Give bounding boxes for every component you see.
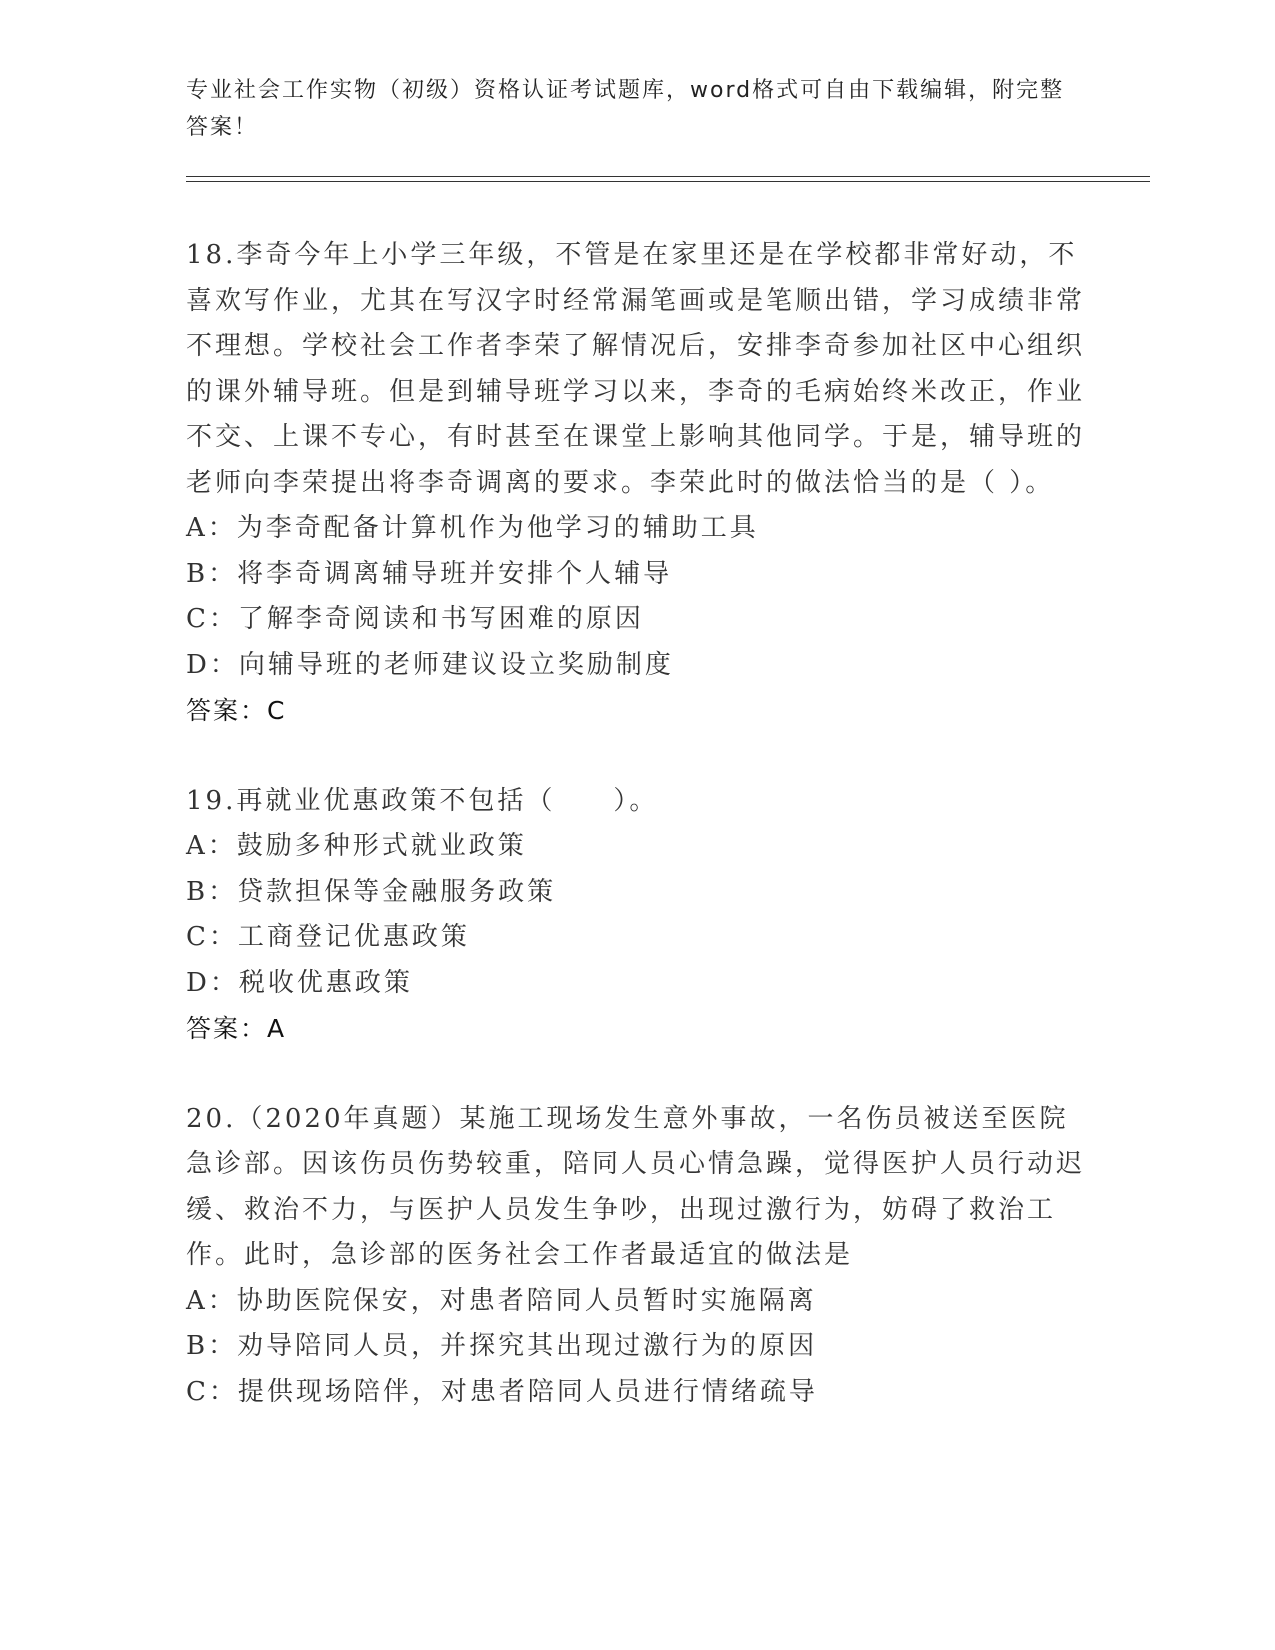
question-text: 18.李奇今年上小学三年级，不管是在家里还是在学校都非常好动，不喜欢写作业，尤其在写汉字时经常漏笔画或是笔顺出错，学习成绩非常不理想。学校社会工作者李荣了解情况后，安排李奇参加社区中心组织的课外辅导班。但是到辅导班学习以来，李奇的毛病始终米改正，作业不交、上课不专心，有时甚至在课堂上影响其他同学。于是，辅导班的老师向李荣提出将李奇调离的要求。李荣此时的做法恰当的是（ ）。	[186, 240, 1086, 498]
option-a: A：协助医院保安，对患者陪同人员暂时实施隔离	[186, 1285, 817, 1316]
option-a: A：为李奇配备计算机作为他学习的辅助工具	[186, 513, 759, 543]
question-spacer	[186, 1052, 1086, 1097]
option-b: B：劝导陪同人员，并探究其出现过激行为的原因	[186, 1331, 818, 1361]
option-b: B：贷款担保等金融服务政策	[186, 876, 557, 907]
question-text: 20.（2020年真题）某施工现场发生意外事故，一名伤员被送至医院急诊部。因该伤员伤势较重，陪同人员心情急躁，觉得医护人员行动迟缓、救治不力，与医护人员发生争吵，出现过激行为，妨碍了救治工作。此时，急诊部的医务社会工作者最适宜的做法是	[186, 1103, 1086, 1270]
question-18	[186, 233, 1086, 734]
option-d: D：税收优惠政策	[186, 967, 413, 998]
header-divider-bottom	[186, 181, 1150, 182]
question-spacer	[186, 734, 1086, 779]
option-d: D：向辅导班的老师建议设立奖励制度	[186, 649, 674, 680]
answer: 答案：A	[186, 1014, 287, 1043]
option-a: A：鼓励多种形式就业政策	[186, 831, 527, 861]
question-list	[186, 233, 1086, 1415]
question-20	[186, 1097, 1086, 1416]
answer: 答案：C	[186, 696, 287, 725]
question-19	[186, 779, 1086, 1052]
option-b: B：将李奇调离辅导班并安排个人辅导	[186, 558, 673, 589]
question-text: 19.再就业优惠政策不包括（ ）。	[186, 785, 659, 816]
option-c: C：了解李奇阅读和书写困难的原因	[186, 604, 644, 634]
option-c: C：工商登记优惠政策	[186, 922, 470, 952]
page-header: 专业社会工作实物（初级）资格认证考试题库，word格式可自由下载编辑，附完整答案！	[186, 78, 1065, 140]
option-c: C：提供现场陪伴，对患者陪同人员进行情绪疏导	[186, 1376, 818, 1407]
header-divider-top	[186, 176, 1150, 177]
